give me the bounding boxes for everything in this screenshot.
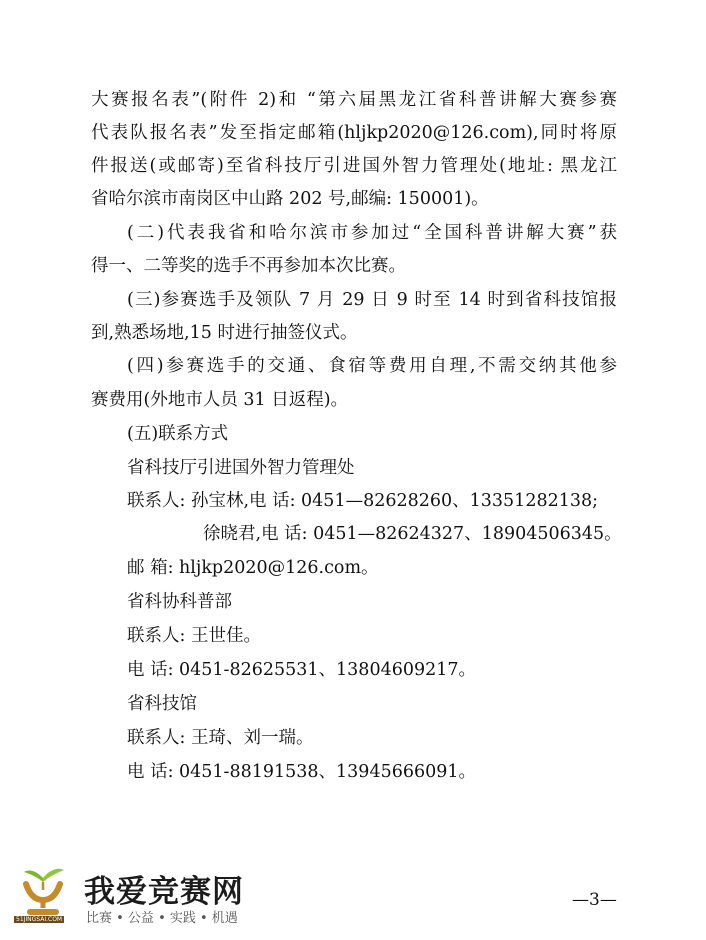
body-line: 到,熟悉场地,15 时进行抽签仪式。 [91, 323, 358, 343]
body-line: 代表队报名表”发至指定邮箱(hljkp2020@126.com),同时将原 [91, 123, 617, 143]
contact-org: 省科技厅引进国外智力管理处 [127, 458, 355, 478]
body-line: 件报送(或邮寄)至省科技厅引进国外智力管理处(地址: 黑龙江 [91, 156, 617, 176]
contact-phone: 电 话: 0451-82625531、13804609217。 [127, 660, 477, 680]
section-heading: (五)联系方式 [127, 424, 229, 444]
contact-org: 省科协科普部 [127, 592, 232, 612]
contact-line: 联系人: 王世佳。 [127, 626, 261, 646]
body-line: 得一、二等奖的选手不再参加本次比赛。 [91, 256, 406, 276]
body-line: (四)参赛选手的交通、食宿等费用自理,不需交纳其他参 [127, 356, 617, 376]
body-line: 大赛报名表”(附件 2)和 “第六届黑龙江省科普讲解大赛参赛 [91, 90, 617, 110]
contact-line: 联系人: 孙宝林,电 话: 0451—82628260、13351282138; [127, 491, 599, 511]
contact-phone: 电 话: 0451-88191538、13945666091。 [127, 762, 477, 782]
body-line: (三)参赛选手及领队 7 月 29 日 9 时至 14 时到省科技馆报 [127, 290, 617, 310]
contact-org: 省科技馆 [127, 694, 197, 714]
contact-line: 联系人: 王琦、刘一瑞。 [127, 728, 314, 748]
contact-email: 邮 箱: hljkp2020@126.com。 [127, 558, 379, 578]
body-line: (二)代表我省和哈尔滨市参加过“全国科普讲解大赛”获 [127, 223, 617, 243]
body-line: 省哈尔滨市南岗区中山路 202 号,邮编: 150001)。 [91, 189, 489, 209]
contact-line: 徐晓君,电 话: 0451—82624327、18904506345。 [203, 524, 622, 544]
logo-slogan: 比赛 • 公益 • 实践 • 机遇 [86, 911, 238, 926]
logo-name: 我爱竞赛网 [84, 874, 244, 910]
body-line: 赛费用(外地市人员 31 日返程)。 [91, 390, 349, 410]
watermark-logo [12, 860, 312, 930]
page-number: —3— [572, 890, 617, 910]
logo-site-label: 51JINGSAI.COM [16, 916, 63, 923]
